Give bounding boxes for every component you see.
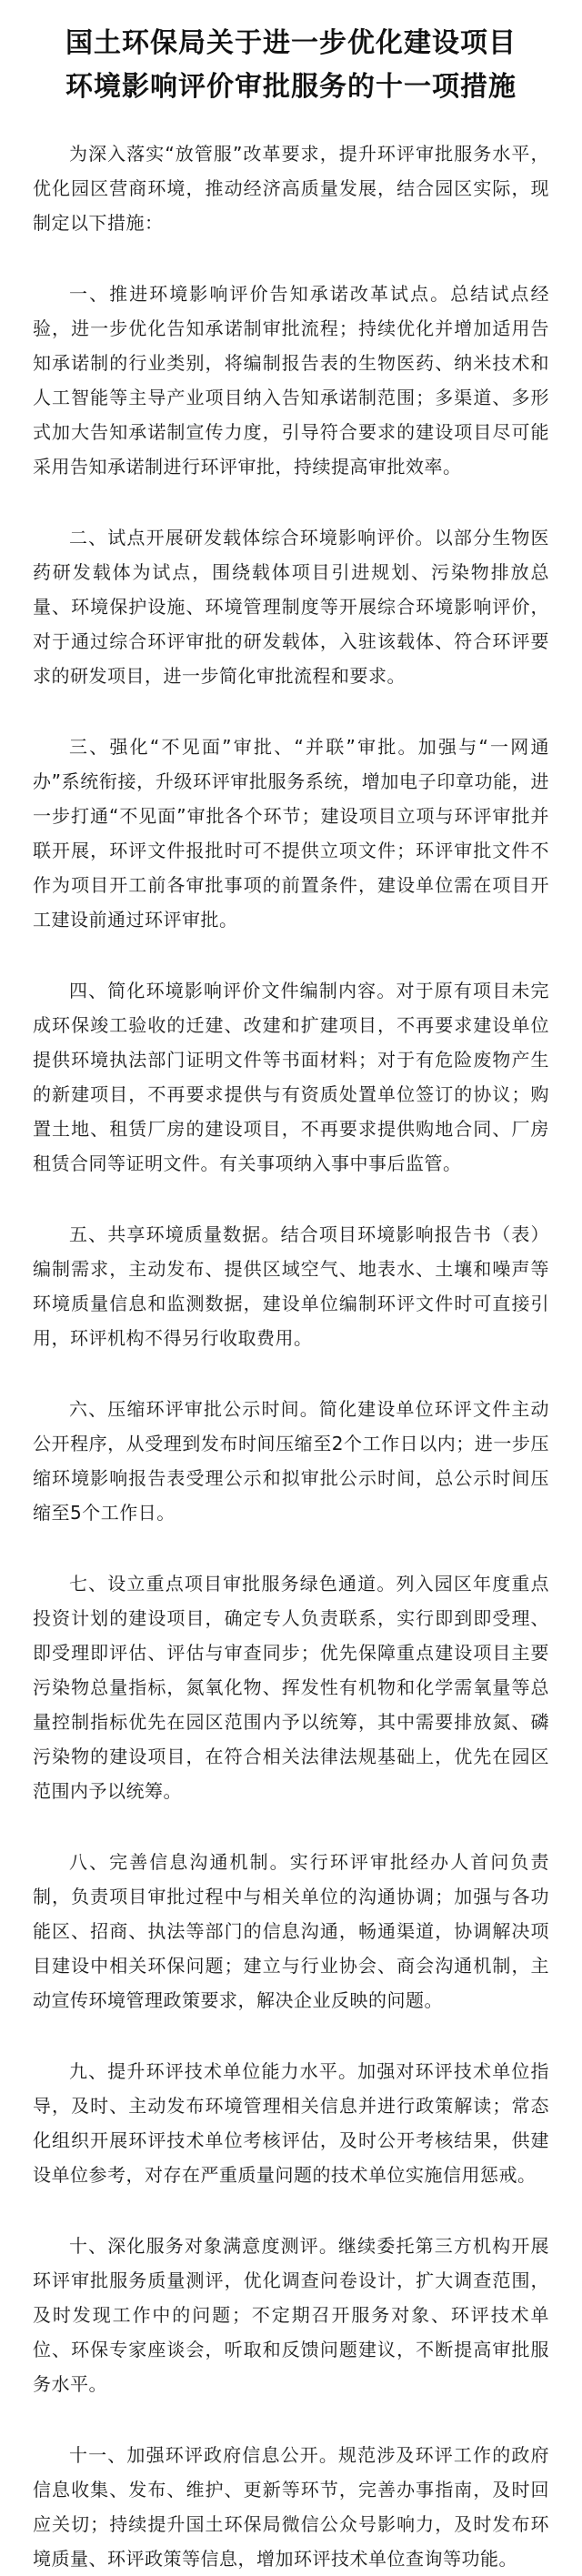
measure-10-paragraph: 十、深化服务对象满意度测评。继续委托第三方机构开展环评审批服务质量测评，优化调查问卷设计，扩大调查范围，及时发现工作中的问题；不定期召开服务对象、环评技术单位、环保专家座谈会，听取和反馈问题建议，不断提高审批服务水平。 — [33, 2235, 549, 2395]
measure-4-paragraph: 四、简化环境影响评价文件编制内容。对于原有项目未完成环保竣工验收的迁建、改建和扩建项目，不再要求建设单位提供环境执法部门证明文件等书面材料；对于有危险废物产生的新建项目，不再要求提供与有资质处置单位签订的协议；购置土地、租赁厂房的建设项目，不再要求提供购地合同、厂房租赁合同等证明文件。有关事项纳入事中事后监管。 — [33, 980, 549, 1174]
measure-7-paragraph: 七、设立重点项目审批服务绿色通道。列入园区年度重点投资计划的建设项目，确定专人负责联系，实行即到即受理、即受理即评估、评估与审查同步；优先保障重点建设项目主要污染物总量指标，氮氧化物、挥发性有机物和化学需氧量等总量控制指标优先在园区范围内予以统筹，其中需要排放氮、磷污染物的建设项目，在符合相关法律法规基础上，优先在园区范围内予以统筹。 — [33, 1573, 549, 1802]
measure-3-paragraph: 三、强化“不见面”审批、“并联”审批。加强与“一网通办”系统衔接，升级环评审批服务系统，增加电子印章功能，进一步打通“不见面”审批各个环节；建设项目立项与环评审批并联开展，环评文件报批时可不提供立项文件；环评审批文件不作为项目开工前各审批事项的前置条件，建设单位需在项目开工建设前通过环评审批。 — [33, 736, 549, 931]
measure-5-paragraph: 五、共享环境质量数据。结合项目环境影响报告书（表）编制需求，主动发布、提供区域空气、地表水、土壤和噪声等环境质量信息和监测数据，建设单位编制环评文件时可直接引用，环评机构不得另行收取费用。 — [33, 1223, 549, 1349]
document-title — [33, 22, 549, 109]
measure-11-paragraph: 十一、加强环评政府信息公开。规范涉及环评工作的政府信息收集、发布、维护、更新等环节，完善办事指南，及时回应关切；持续提升国土环保局微信公众号影响力，及时发布环境质量、环评政策等信息，增加环评技术单位查询等功能。 — [33, 2444, 549, 2570]
measure-8-paragraph: 八、完善信息沟通机制。实行环评审批经办人首问负责制，负责项目审批过程中与相关单位的沟通协调；加强与各功能区、招商、执法等部门的信息沟通，畅通渠道，协调解决项目建设中相关环保问题；建立与行业协会、商会沟通机制，主动宣传环境管理政策要求，解决企业反映的问题。 — [33, 1851, 549, 2011]
measure-6-paragraph: 六、压缩环评审批公示时间。简化建设单位环评文件主动公开程序，从受理到发布时间压缩至2个工作日以内；进一步压缩环境影响报告表受理公示和拟审批公示时间，总公示时间压缩至5个工作日。 — [33, 1398, 549, 1524]
intro-paragraph: 为深入落实“放管服”改革要求，提升环评审批服务水平，优化园区营商环境，推动经济高质量发展，结合园区实际，现制定以下措施： — [33, 143, 549, 234]
title-line-1: 国土环保局关于进一步优化建设项目 — [65, 27, 517, 59]
title-line-2: 环境影响评价审批服务的十一项措施 — [65, 71, 517, 103]
measure-2-paragraph: 二、试点开展研发载体综合环境影响评价。以部分生物医药研发载体为试点，围绕载体项目引进规划、污染物排放总量、环境保护设施、环境管理制度等开展综合环境影响评价，对于通过综合环评审批的研发载体，入驻该载体、符合环评要求的研发项目，进一步简化审批流程和要求。 — [33, 527, 549, 687]
measure-1-paragraph: 一、推进环境影响评价告知承诺改革试点。总结试点经验，进一步优化告知承诺制审批流程；持续优化并增加适用告知承诺制的行业类别，将编制报告表的生物医药、纳米技术和人工智能等主导产业项目纳入告知承诺制范围；多渠道、多形式加大告知承诺制宣传力度，引导符合要求的建设项目尽可能采用告知承诺制进行环评审批，持续提高审批效率。 — [33, 283, 549, 478]
measure-9-paragraph: 九、提升环评技术单位能力水平。加强对环评技术单位指导，及时、主动发布环境管理相关信息并进行政策解读；常态化组织开展环评技术单位考核评估，及时公开考核结果，供建设单位参考，对存在严重质量问题的技术单位实施信用惩戒。 — [33, 2060, 549, 2186]
